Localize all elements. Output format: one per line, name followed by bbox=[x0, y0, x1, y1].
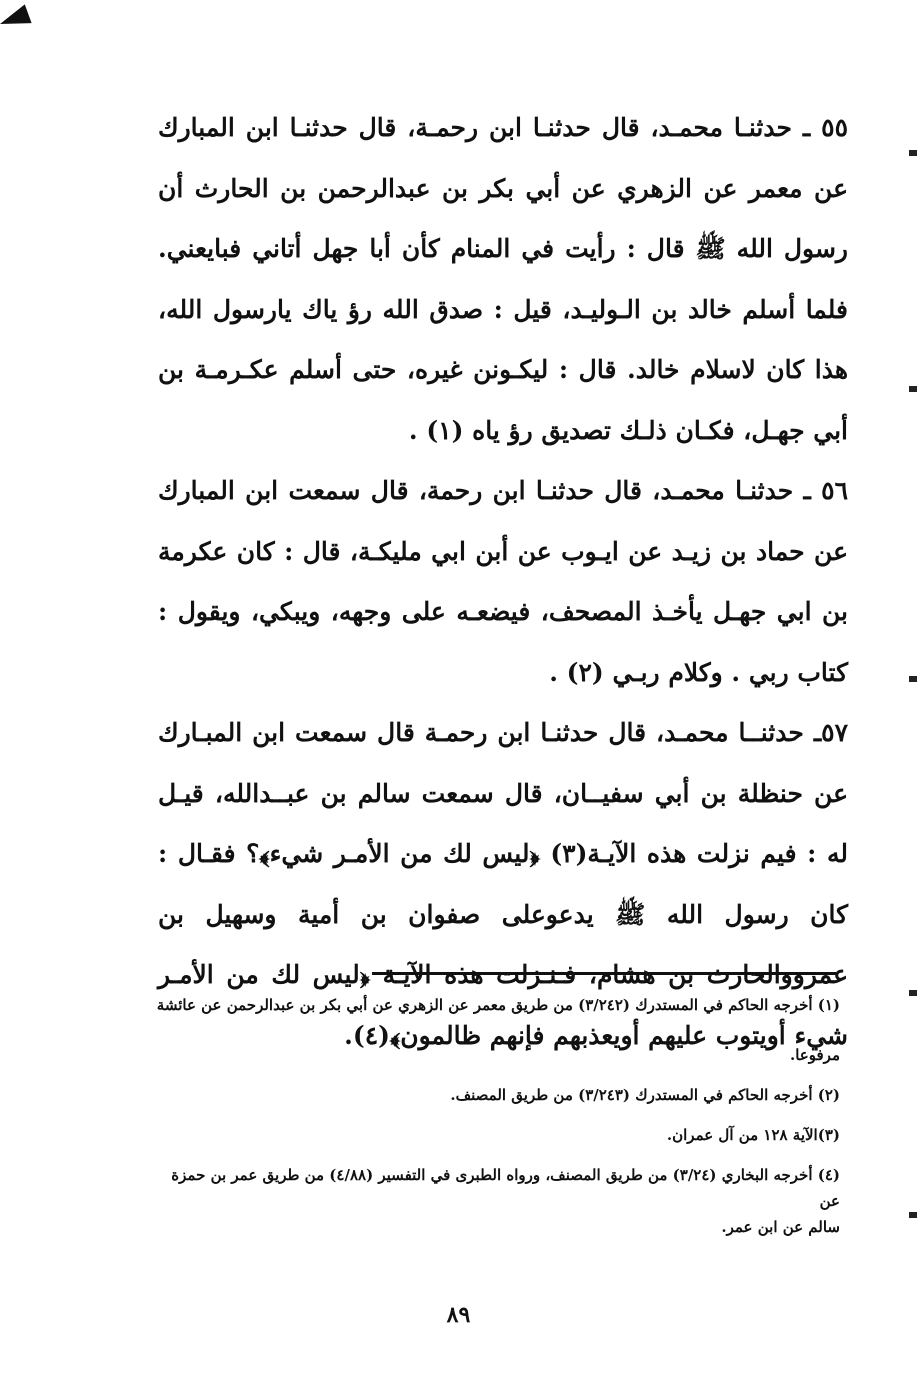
footnote-4-line-2: سالم عن ابن عمر. bbox=[721, 1218, 840, 1236]
footnote-3 bbox=[150, 1122, 840, 1148]
scan-edge-mark bbox=[909, 990, 917, 996]
footnote-3-text: (٣)الآية ١٢٨ من آل عمران. bbox=[666, 1126, 840, 1144]
scan-edge-mark bbox=[909, 150, 917, 156]
footnote-4-line-1: (٤) أخرجه البخاري (٣/٢٤) من طريق المصنف، ورواه الطبرى في التفسير (٤/٨٨) من طريق عمر بن حمزة عن bbox=[171, 1166, 840, 1210]
main-text bbox=[158, 98, 848, 1066]
scan-corner-mark bbox=[0, 4, 32, 33]
hadith-55: ٥٥ ـ حدثنـا محمـد، قال حدثنـا ابن رحمـة، قال حدثنـا ابن المبارك عن معمر عن الزهري عن أبي بكر بن عبدالرحمن بن الحارث أن رسول الله ﷺ قال : رأيت في المنام كأن أبا جهل أتاني فبايعني. فلما أسلم خالد بن الـوليـد، قيل : صدق الله رؤ ياك يارسول الله، هذا كان لاسلام خالد. قال : ليكـونن غيره، حتى أسلم عكـرمـة بن أبي جهـل، فكـان ذلـك تصديق رؤ ياه (١) . bbox=[158, 113, 848, 445]
footnotes bbox=[150, 992, 840, 1254]
scan-edge-mark bbox=[909, 1212, 917, 1218]
scan-edge-mark bbox=[909, 676, 917, 682]
footnote-1-line-1: (١) أخرجه الحاكم في المستدرك (٣/٢٤٢) من طريق معمر عن الزهري عن أبي بكر بن عبدالرحمن عن عائشة bbox=[156, 996, 840, 1014]
hadith-57: ٥٧ـ حدثنــا محمـد، قال حدثنـا ابن رحمـة قال سمعت ابن المبـارك عن حنظلة بن أبي سفيــان، قال سمعت سالم بن عبــدالله، قيـل له : فيم نزلت هذه الآيـة(٣) ﴿ليس لك من الأمـر شيء﴾؟ فقـال : كان رسول الله ﷺ يدعوعلى صفوان بن أمية وسهيل بن عمرووالحارث بن هشام، فـنـزلت هذه الآيـة ﴿ليس لك من الأمـر شيء أويتوب عليهم أويعذبهم فإنهم ظالمون﴾(٤). bbox=[158, 718, 848, 1050]
footnote-separator bbox=[372, 972, 836, 975]
footnote-1-line-2: مرفوعا. bbox=[790, 1046, 840, 1064]
footnote-2-text: (٢) أخرجه الحاكم في المستدرك (٣/٢٤٣) من طريق المصنف. bbox=[450, 1086, 840, 1104]
footnote-4 bbox=[150, 1162, 840, 1240]
footnote-1 bbox=[150, 992, 840, 1068]
footnote-2 bbox=[150, 1082, 840, 1108]
scan-edge-mark bbox=[909, 386, 917, 392]
hadith-56: ٥٦ ـ حدثنـا محمـد، قال حدثنـا ابن رحمة، قال سمعت ابن المبارك عن حماد بن زيـد عن ايـوب عن أبن ابي مليكـة، قال : كان عكرمة بن ابي جهـل يأخـذ المصحف، فيضعـه على وجهه، ويبكي، ويقول : كتاب ربي . وكلام ربـي (٢) . bbox=[158, 476, 848, 687]
page-number: ٨٩ bbox=[446, 1302, 471, 1328]
